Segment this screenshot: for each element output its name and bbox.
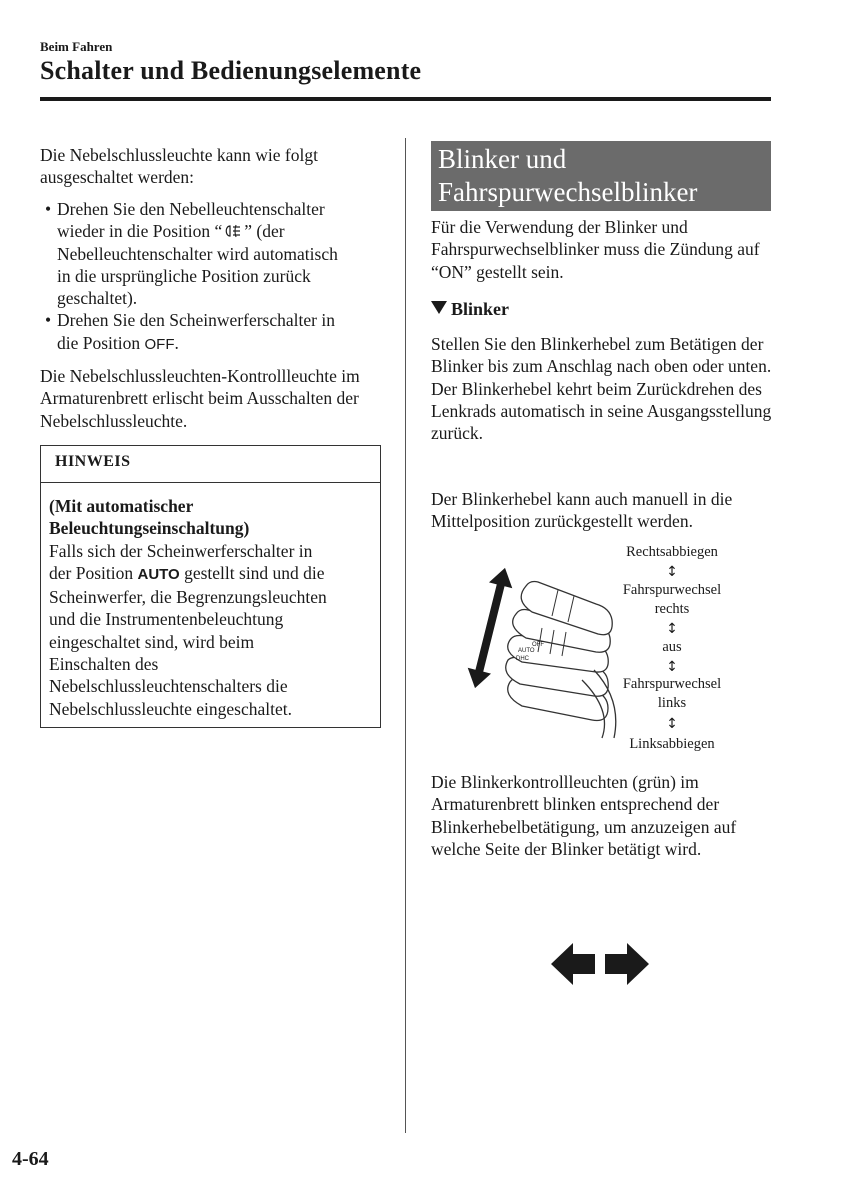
bullet-text: Drehen Sie den Nebelleuchtenschalter	[57, 199, 325, 219]
bullet-dot: •	[45, 199, 52, 219]
note-bold-line: Beleuchtungseinschaltung)	[49, 518, 250, 539]
section-heading-line: Blinker und	[438, 144, 567, 174]
left-intro: Die Nebelschlussleuchte kann wie folgt ausgeschaltet werden:	[40, 145, 318, 188]
note-line	[49, 562, 377, 586]
subheading-text: Blinker	[451, 299, 510, 319]
bullet-text: Nebelleuchtenschalter wird automatisch	[57, 243, 338, 264]
bullet-text: in die ursprüngliche Position zurück	[57, 265, 311, 286]
note-text-part: der Position	[49, 562, 138, 583]
bullet-text: Drehen Sie den Scheinwerferschalter in	[57, 310, 335, 331]
bullet-text	[57, 332, 385, 356]
up-down-arrow-icon: ↕	[666, 659, 678, 675]
bullet-text-part: die Position	[57, 332, 145, 353]
fog-light-icon	[222, 221, 244, 241]
label-lane-change-right-2: rechts	[654, 601, 690, 617]
note-line: Einschalten des	[49, 654, 159, 675]
title-rule	[40, 97, 771, 101]
triangle-down-icon	[431, 301, 447, 314]
bullet-text	[57, 220, 385, 242]
label-turn-left: Linksabbiegen	[629, 736, 715, 752]
label-lane-change-right: Fahrspurwechsel	[622, 582, 722, 598]
label-off: aus	[662, 639, 682, 655]
up-down-arrow-icon: ↕	[666, 621, 678, 637]
section-heading	[438, 143, 697, 209]
section-heading-line: Fahrspurwechselblinker	[438, 177, 698, 207]
bullet-item-1	[40, 198, 385, 309]
up-down-arrow-icon: ↕	[666, 564, 678, 580]
off-label: OFF	[144, 335, 175, 353]
turn-indicator-arrows	[551, 943, 651, 990]
label-turn-right: Rechtsabbiegen	[626, 544, 718, 560]
stalk-mark-off: OFF	[532, 642, 544, 648]
note-body	[49, 495, 377, 720]
right-para-3: Die Blinkerkontrollleuchten (grün) im Armaturenbrett blinken entsprechend der Blinkerhebelbetätigung, um anzuzeigen auf welche Seite der Blinker betätigt wird.	[431, 772, 737, 859]
note-title: HINWEIS	[55, 453, 131, 470]
bullet-text-part: .	[174, 332, 179, 353]
arrow-left-icon	[551, 943, 595, 985]
page-title: Schalter und Bedienungselemente	[40, 56, 422, 85]
left-para-2: Die Nebelschlussleuchten-Kontrollleuchte im Armaturenbrett erlischt beim Ausschalten der Nebelschlussleuchte.	[40, 366, 360, 431]
bullet-dot: •	[45, 310, 52, 331]
page-number: 4-64	[12, 1148, 49, 1170]
stalk-mark-auto: AUTO	[518, 648, 535, 654]
right-para-1: Stellen Sie den Blinkerhebel zum Betätigen der Blinker bis zum Anschlag nach oben oder unten. Der Blinkerhebel kehrt beim Zurückdrehen des Lenkrads automatisch in seine Ausgangsstellung zurück.	[431, 334, 772, 444]
note-line: Nebelschlussleuchte eingeschaltet.	[49, 698, 292, 719]
note-line: Scheinwerfer, die Begrenzungsleuchten	[49, 587, 327, 608]
bullet-list	[40, 198, 385, 356]
note-line: eingeschaltet sind, wird beim	[49, 631, 255, 652]
arrow-right-icon	[605, 943, 649, 985]
label-lane-change-left: Fahrspurwechsel	[622, 676, 722, 692]
note-line: und die Instrumentenbeleuchtung	[49, 609, 284, 630]
bullet-text: geschaltet).	[57, 288, 138, 309]
note-header	[41, 446, 380, 483]
section-heading-box	[431, 141, 771, 211]
note-bold-line: (Mit automatischer	[49, 496, 194, 516]
note-line: Falls sich der Scheinwerferschalter in	[49, 540, 313, 561]
section-label: Beim Fahren	[40, 39, 113, 54]
auto-label: AUTO	[137, 565, 180, 583]
right-intro: Für die Verwendung der Blinker und Fahrspurwechselblinker muss die Zündung auf “ON” gestellt sein.	[431, 217, 760, 282]
right-para-2: Der Blinkerhebel kann auch manuell in die Mittelposition zurückgestellt werden.	[431, 489, 733, 532]
subheading	[431, 299, 509, 320]
up-down-arrow-icon: ↕	[666, 716, 678, 732]
bullet-item-2	[40, 309, 385, 356]
stalk-mark-dhc: DHC	[516, 656, 529, 662]
note-box	[40, 445, 381, 728]
bullet-text-part: ” (der	[244, 221, 285, 242]
lever-labels	[592, 543, 752, 754]
label-lane-change-left-2: links	[657, 695, 687, 711]
note-line: Nebelschlussleuchtenschalters die	[49, 676, 288, 697]
column-divider	[405, 138, 406, 1133]
note-text-part: gestellt sind und die	[179, 562, 325, 583]
bullet-text-part: wieder in die Position “	[57, 221, 223, 242]
